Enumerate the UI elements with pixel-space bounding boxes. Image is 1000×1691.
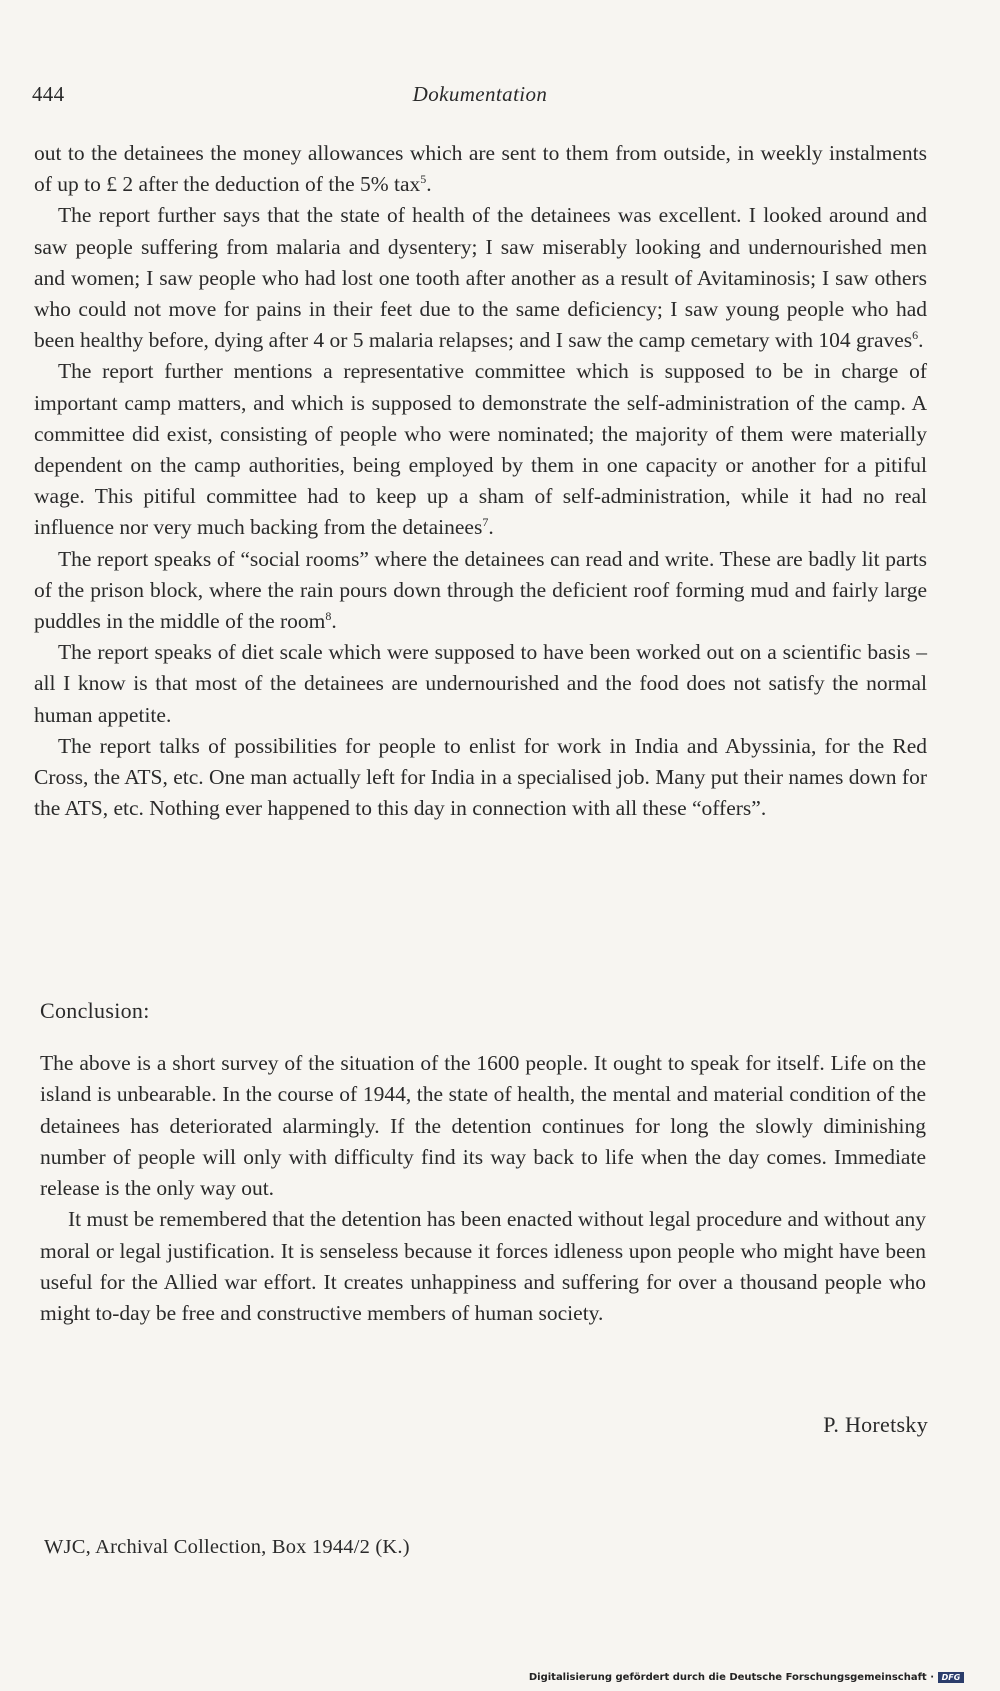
credit-text: Digitalisierung gefördert durch die Deutsche Forschungsgemeinschaft · <box>528 1672 934 1683</box>
footnote-ref-7: 7 <box>482 515 489 530</box>
conclusion-paragraph-2: It must be remembered that the detention has been enacted without legal procedure and without any moral or legal justification. It is senseless because it forces idleness upon people who might have been useful for the Allied war effort. It creates unhappiness and suffering for over a thousand people who might to-day be free and constructive members of human society. <box>40 1207 926 1326</box>
paragraph-6: The report talks of possibilities for people to enlist for work in India and Abyssinia, for the Red Cross, the ATS, etc. One man actually left for India in a specialised job. Many put their names down for the ATS, etc. Nothing ever happened to this day in connection with all these “offers”. <box>34 733 927 821</box>
paragraph-2-text: The report further says that the state of health of the detainees was excellent. I looked around and saw people suffering from malaria and dysentery; I saw miserably looking and undernourished men and women; I saw people who had lost one tooth after another as a result of Avitaminosis; I saw others who could not move for pains in their feet due to the same deficiency; I saw young people who had been healthy before, dying after 4 or 5 malaria relapses; and I saw the camp cemetary with 104 graves <box>34 203 927 353</box>
footnote-ref-6: 6 <box>912 328 919 343</box>
paragraph-4 <box>34 544 927 638</box>
paragraph-3 <box>34 356 927 543</box>
paragraph-2-end: . <box>918 328 924 353</box>
running-title: Dokumentation <box>412 82 548 106</box>
source-citation: WJC, Archival Collection, Box 1944/2 (K.) <box>44 1536 410 1558</box>
paragraph-4-text: The report speaks of “social rooms” where the detainees can read and write. These are badly lit parts of the prison block, where the rain pours down through the deficient roof forming mud and fairly large puddles in the middle of the room <box>34 546 927 634</box>
paragraph-1-end: . <box>426 172 432 197</box>
digitization-credit <box>529 1672 964 1683</box>
conclusion-paragraph-1: The above is a short survey of the situation of the 1600 people. It ought to speak for itself. Life on the island is unbearable. In the course of 1944, the state of health, the mental and material condition of the detainees has deteriorated alarmingly. If the detention continues for long the slowly diminishing number of people will only with difficulty find its way back to life when the day comes. Immediate release is the only way out. <box>40 1051 926 1201</box>
signature: P. Horetsky <box>823 1412 928 1437</box>
body-text <box>34 138 927 824</box>
paragraph-3-end: . <box>488 515 494 540</box>
conclusion-text <box>40 1048 926 1330</box>
paragraph-1-text: out to the detainees the money allowances which are sent to them from outside, in weekly instalments of up to £ 2 after the deduction of the 5% tax <box>34 141 927 197</box>
paragraph-3-text: The report further mentions a representative committee which is supposed to be in charge of important camp matters, and which is supposed to demonstrate the self-administration of the camp. A committee did exist, consisting of people who were nominated; the majority of them were materially dependent on the camp authorities, being employed by them in one capacity or another for a pitiful wage. This pitiful committee had to keep up a sham of self-administration, while it had no real influence nor very much backing from the detainees <box>34 359 927 540</box>
footnote-ref-5: 5 <box>420 172 427 187</box>
conclusion-heading: Conclusion: <box>40 998 150 1023</box>
dfg-logo-icon: DFG <box>938 1672 964 1683</box>
running-head <box>32 82 928 112</box>
paragraph-1 <box>34 138 927 200</box>
paragraph-4-end: . <box>331 609 337 634</box>
page-number: 444 <box>32 82 65 106</box>
footnote-ref-8: 8 <box>325 609 332 624</box>
paragraph-5: The report speaks of diet scale which were supposed to have been worked out on a scientific basis – all I know is that most of the detainees are undernourished and the food does not satisfy the normal human appetite. <box>34 640 927 727</box>
paragraph-2 <box>34 200 927 356</box>
